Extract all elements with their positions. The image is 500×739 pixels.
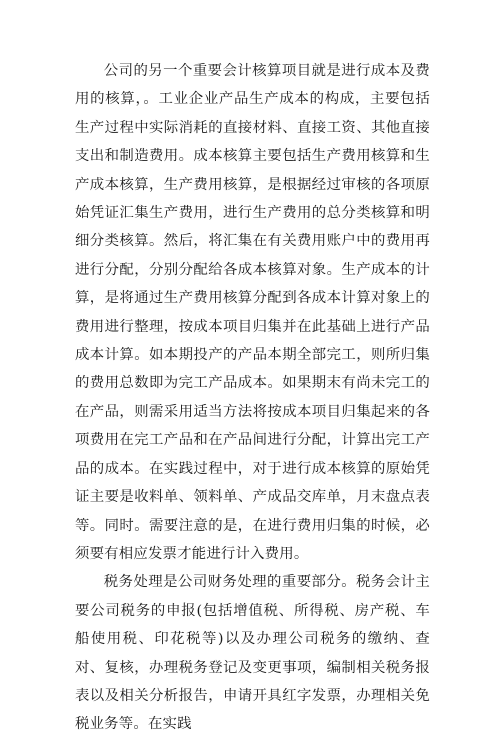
paragraph-tax-processing: 税务处理是公司财务处理的重要部分。税务会计主要公司税务的申报(包括增值税、所得税、房产税、车船使用税、印花税等)以及办理公司税务的缴纳、查对、复核，办理税务登记及变更事项，编制相关税务报表以及相关分析报告，申请开具红字发票，办理相关免税业务等。在实践: [75, 574, 430, 733]
paragraph-cost-accounting: 公司的另一个重要会计核算项目就是进行成本及费用的核算，。工业企业产品生产成本的构成，主要包括生产过程中实际消耗的直接材料、直接工资、其他直接支出和制造费用。成本核算主要包括生产费用核算和生产成本核算，生产费用核算，是根据经过审核的各项原始凭证汇集生产费用，进行生产费用的总分类核算和明细分类核算。然后，将汇集在有关费用账户中的费用再进行分配，分别分配给各成本核算对象。生产成本的计算，是将通过生产费用核算分配到各成本计算对象上的费用进行整理，按成本项目归集并在此基础上进行产品成本计算。如本期投产的产品本期全部完工，则所归集的费用总数即为完工产品成本。如果期末有尚未完工的在产品，则需采用适当方法将按成本项目归集起来的各项费用在完工产品和在产品间进行分配，计算出完工产品的成本。在实践过程中，对于进行成本核算的原始凭证主要是收料单、领料单、产成品交库单，月末盘点表等。同时。需要注意的是，在进行费用归集的时候，必须要有相应发票才能进行计入费用。: [75, 63, 430, 562]
body-text: [75, 57, 430, 739]
